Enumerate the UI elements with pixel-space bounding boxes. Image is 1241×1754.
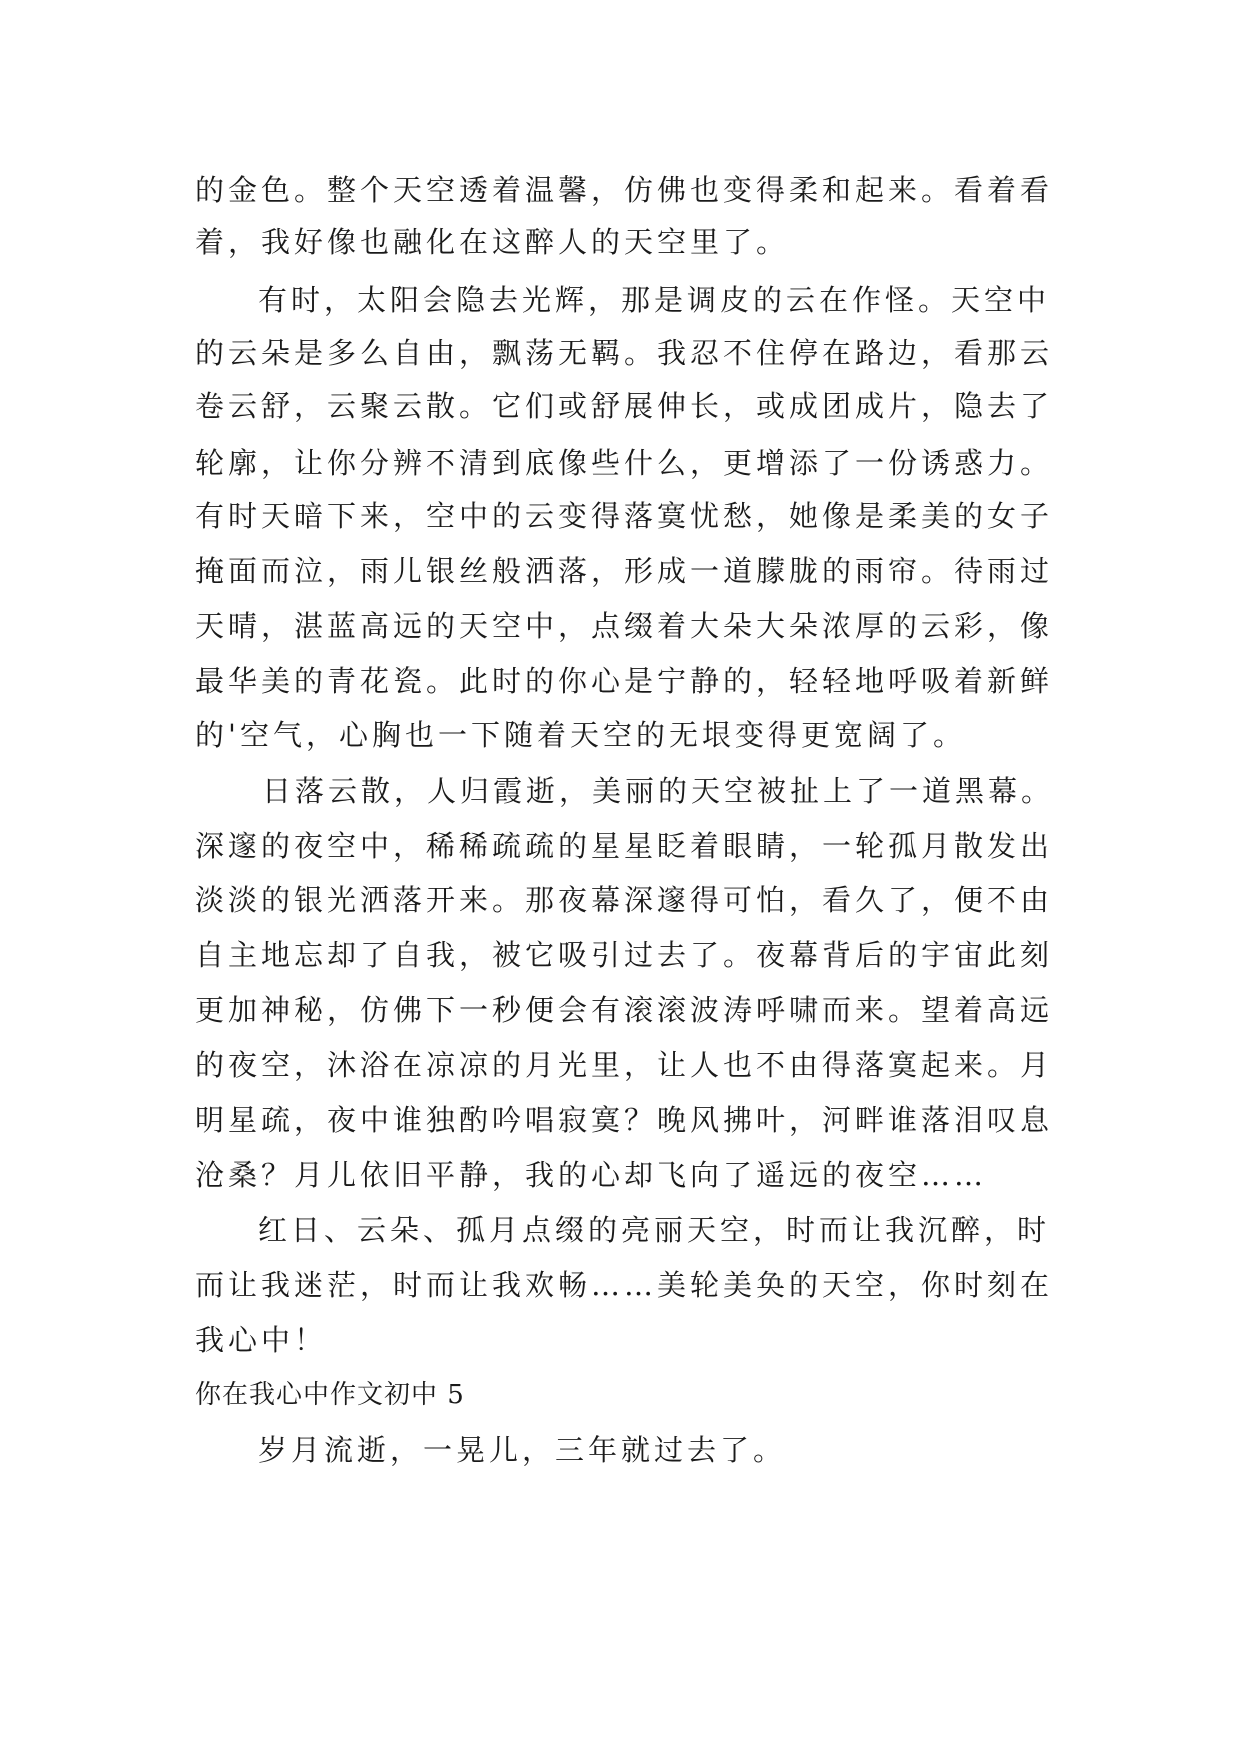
paragraph-first-line: 有时，太阳会隐去光辉，那是调皮的云在作怪。天空中 [258, 283, 1051, 317]
text-line: 深邃的夜空中，稀稀疏疏的星星眨着眼睛，一轮孤月散发出 [195, 829, 1054, 863]
text-line: 自主地忘却了自我，被它吸引过去了。夜幕背后的宇宙此刻 [195, 938, 1054, 972]
paragraph-first-line: 岁月流逝，一晃儿，三年就过去了。 [258, 1433, 787, 1467]
text-line: 最华美的青花瓷。此时的你心是宁静的，轻轻地呼吸着新鲜 [195, 664, 1054, 698]
text-line: 而让我迷茫，时而让我欢畅……美轮美奂的天空，你时刻在 [195, 1268, 1054, 1302]
text-line: 淡淡的银光洒落开来。那夜幕深邃得可怕，看久了，便不由 [195, 883, 1054, 917]
text-line: 我心中！ [195, 1323, 328, 1357]
text-line: 卷云舒，云聚云散。它们或舒展伸长，或成团成片，隐去了 [195, 389, 1054, 423]
text-line: 明星疏，夜中谁独酌吟唱寂寞？晚风拂叶，河畔谁落泪叹息 [195, 1103, 1054, 1137]
text-line: 的云朵是多么自由，飘荡无羁。我忍不住停在路边，看那云 [195, 336, 1054, 370]
text-line: 着，我好像也融化在这醉人的天空里了。 [195, 225, 790, 259]
text-line: 的夜空，沐浴在凉凉的月光里，让人也不由得落寞起来。月 [195, 1048, 1054, 1082]
section-heading: 你在我心中作文初中 5 [195, 1380, 465, 1410]
paragraph-first-line: 日落云散，人归霞逝，美丽的天空被扯上了一道黑幕。 [262, 774, 1055, 808]
text-line: 天晴，湛蓝高远的天空中，点缀着大朵大朵浓厚的云彩，像 [195, 609, 1054, 643]
text-line: 有时天暗下来，空中的云变得落寞忧愁，她像是柔美的女子 [195, 499, 1054, 533]
text-line: 掩面而泣，雨儿银丝般洒落，形成一道朦胧的雨帘。待雨过 [195, 554, 1054, 588]
text-line: 的金色。整个天空透着温馨，仿佛也变得柔和起来。看着看 [195, 173, 1054, 207]
text-line: 更加神秘，仿佛下一秒便会有滚滚波涛呼啸而来。望着高远 [195, 993, 1054, 1027]
text-line: 沧桑？月儿依旧平静，我的心却飞向了遥远的夜空…… [195, 1158, 988, 1192]
paragraph-first-line: 红日、云朵、孤月点缀的亮丽天空，时而让我沉醉，时 [258, 1213, 1051, 1247]
text-line: 轮廓，让你分辨不清到底像些什么，更增添了一份诱惑力。 [195, 446, 1054, 480]
text-line: 的'空气，心胸也一下随着天空的无垠变得更宽阔了。 [195, 718, 966, 752]
